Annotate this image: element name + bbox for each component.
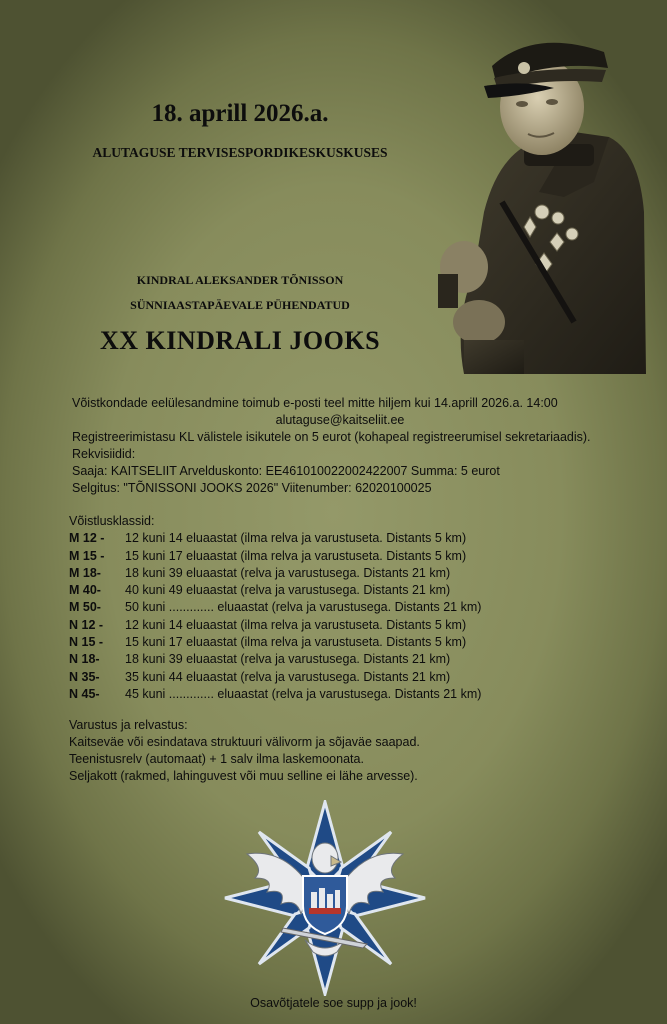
class-desc: 12 kuni 14 eluaastat (ilma relva ja varustuseta. Distants 5 km) [125,617,467,632]
class-row [69,669,481,686]
class-desc: 12 kuni 14 eluaastat (ilma relva ja varustuseta. Distants 5 km) [125,531,467,546]
class-row [69,634,481,651]
class-row [69,617,481,634]
classes-section [69,513,481,703]
footer-note: Osavõtjatele soe supp ja jook! [250,996,417,1010]
info-block [72,395,608,497]
class-code: N 45- [69,686,100,701]
class-code: M 12 - [69,531,105,546]
explanation-text: Selgitus: "TÕNISSONI JOOKS 2026" Viitenumber: 62020100025 [72,481,432,495]
class-desc: 35 kuni 44 eluaastat (relva ja varustusega. Distants 21 km) [125,669,451,684]
equipment-line: Kaitseväe või esindatava struktuuri välivorm ja sõjaväe saapad. [69,735,420,749]
general-portrait [424,22,650,374]
registration-text: Võistkondade eelülesandmine toimub e-posti teel mitte hiljem kui 14.aprill 2026.a. 14:00 [72,396,558,410]
class-code: M 50- [69,600,101,615]
classes-title: Võistlusklassid: [69,514,155,528]
contact-email: alutaguse@kaitseliit.ee [275,413,405,427]
class-row [69,548,481,565]
class-row [69,565,481,582]
event-date: 18. aprill 2026.a. [151,100,329,127]
event-venue: ALUTAGUSE TERVISESPORDIKESKUSKUSES [92,145,388,160]
class-row [69,582,481,599]
race-title: XX KINDRALI JOOKS [99,326,381,355]
class-code: N 15 - [69,635,104,650]
dedication-line-1: KINDRAL ALEKSANDER TÕNISSON [136,273,344,287]
class-desc: 50 kuni ............. eluaastat (relva ja varustusega. Distants 21 km) [125,600,482,615]
class-desc: 45 kuni ............. eluaastat (relva ja varustusega. Distants 21 km) [125,686,482,701]
class-desc: 15 kuni 17 eluaastat (ilma relva ja varustuseta. Distants 5 km) [125,635,467,650]
class-desc: 18 kuni 39 eluaastat (relva ja varustusega. Distants 21 km) [125,565,451,580]
payee-text: Saaja: KAITSELIIT Arvelduskonto: EE461010022002422007 Summa: 5 eurot [72,464,500,478]
equipment-title: Varustus ja relvastus: [69,718,188,732]
class-code: N 35- [69,669,100,684]
class-code: M 40- [69,583,101,598]
class-desc: 18 kuni 39 eluaastat (relva ja varustusega. Distants 21 km) [125,652,451,667]
class-row [69,651,481,668]
equipment-section [69,717,420,785]
class-row [69,530,481,547]
class-code: N 18- [69,652,100,667]
requisites-label: Rekvisiidid: [72,447,136,461]
class-row [69,599,481,616]
class-code: N 12 - [69,617,104,632]
class-code: M 18- [69,565,101,580]
class-desc: 15 kuni 17 eluaastat (ilma relva ja varustuseta. Distants 5 km) [125,548,467,563]
class-code: M 15 - [69,548,105,563]
equipment-line: Teenistusrelv (automaat) + 1 salv ilma laskemoonata. [69,752,364,766]
class-desc: 40 kuni 49 eluaastat (relva ja varustusega. Distants 21 km) [125,583,451,598]
fee-text: Registreerimistasu KL välistele isikutele on 5 eurot (kohapeal registreerumisel sekretariaadis). [72,430,591,444]
kaitseliit-emblem [222,800,428,996]
equipment-line: Seljakott (rakmed, lahinguvest või muu selline ei lähe arvesse). [69,769,418,783]
class-row [69,686,481,703]
dedication-line-2: SÜNNIAASTAPÄEVALE PÜHENDATUD [130,298,350,312]
